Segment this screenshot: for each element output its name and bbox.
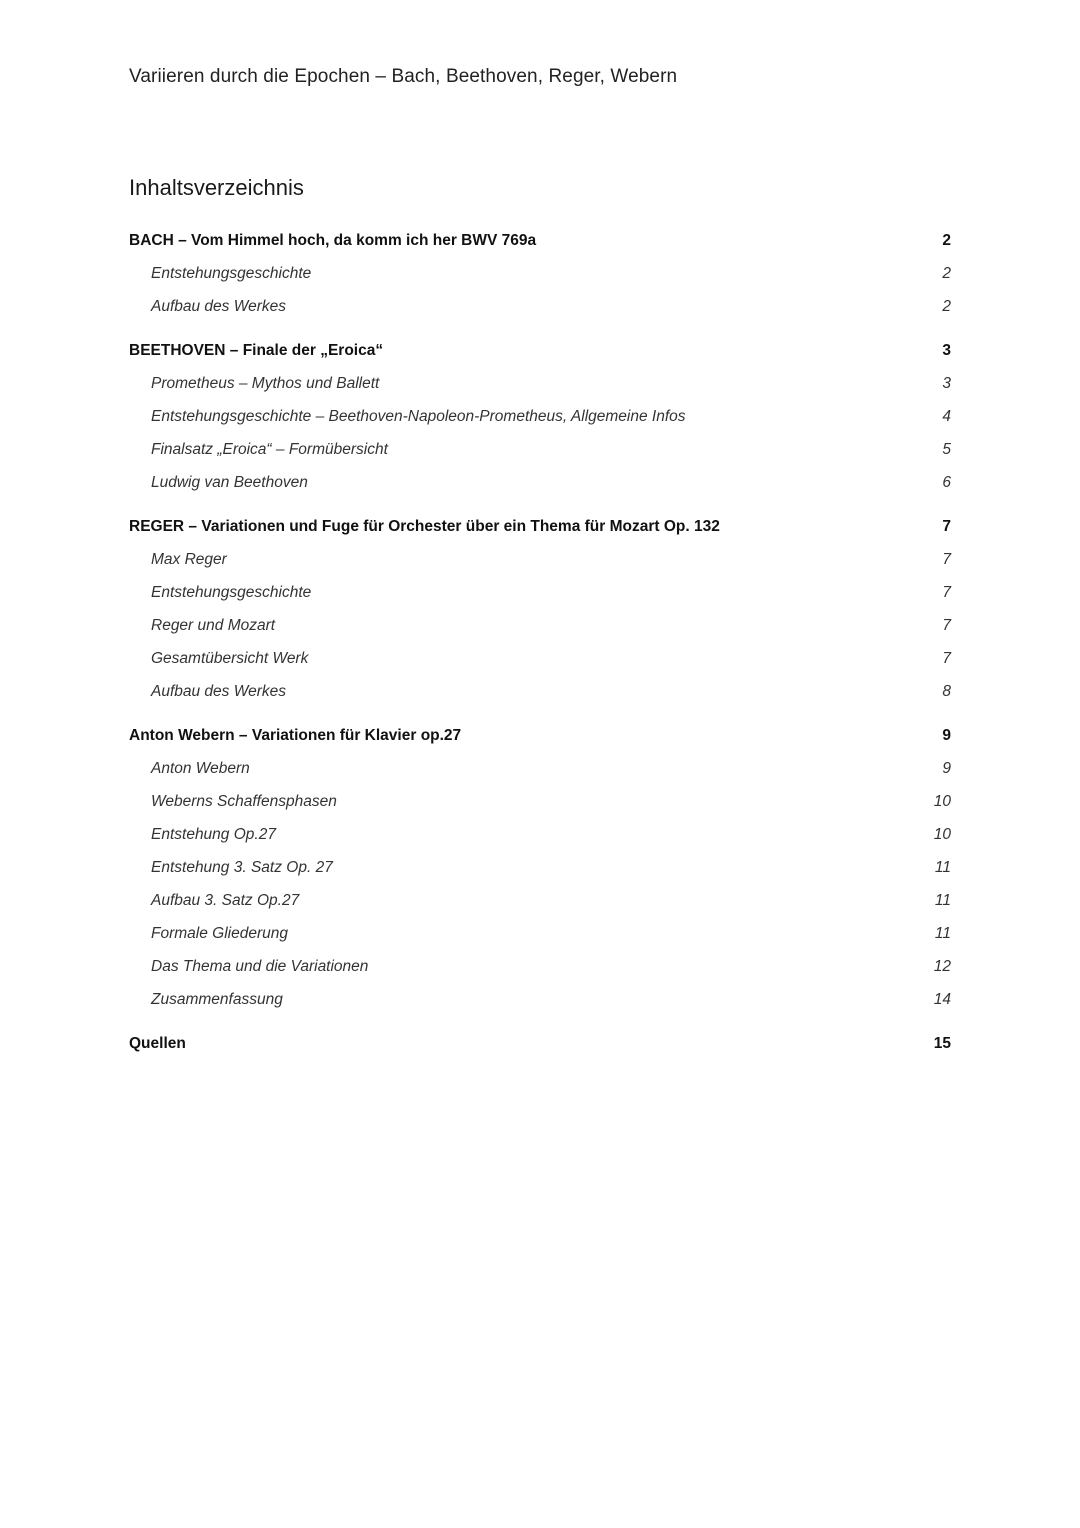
toc-section-quellen [129, 1031, 951, 1064]
toc-entry-page: 15 [933, 1035, 951, 1052]
toc-subentry-title: Entstehung 3. Satz Op. 27 [151, 859, 333, 876]
toc-section-bach [129, 228, 951, 327]
toc-subentry-page: 4 [942, 408, 951, 425]
toc-subentry-page: 11 [934, 925, 951, 942]
toc-subentry[interactable] [129, 580, 951, 613]
toc-entry[interactable] [129, 514, 951, 547]
toc-subentry-page: 7 [942, 551, 951, 568]
toc-entry[interactable] [129, 1031, 951, 1064]
toc-subentry-title: Ludwig van Beethoven [151, 474, 308, 491]
toc-section-reger [129, 514, 951, 712]
toc-subentry-page: 6 [942, 474, 951, 491]
toc-subentry-page: 2 [942, 298, 951, 315]
toc-subentry-title: Finalsatz „Eroica“ – Formübersicht [151, 441, 388, 458]
toc-entry-title: Quellen [129, 1035, 186, 1052]
toc-subentry-page: 3 [942, 375, 951, 392]
toc-subentry[interactable] [129, 855, 951, 888]
toc-entry-title: BACH – Vom Himmel hoch, da komm ich her BWV 769a [129, 232, 537, 249]
toc-subentry-title: Prometheus – Mythos und Ballett [151, 375, 380, 392]
toc-subentry[interactable] [129, 789, 951, 822]
toc-subentry[interactable] [129, 888, 951, 921]
toc-subentry-title: Das Thema und die Variationen [151, 958, 369, 975]
toc-subentry[interactable] [129, 547, 951, 580]
toc-subentry-title: Zusammenfassung [151, 991, 283, 1008]
toc-entry-title: REGER – Variationen und Fuge für Orchester über ein Thema für Mozart Op. 132 [129, 518, 720, 535]
toc-subentry-title: Entstehungsgeschichte [151, 265, 312, 282]
toc-subentry-title: Entstehung Op.27 [151, 826, 276, 843]
table-of-contents [129, 228, 951, 1075]
toc-subentry-page: 14 [933, 991, 951, 1008]
toc-subentry-page: 2 [942, 265, 951, 282]
toc-entry-page: 9 [942, 727, 951, 744]
toc-subentry-title: Entstehungsgeschichte [151, 584, 312, 601]
toc-subentry-title: Anton Webern [151, 760, 250, 777]
toc-subentry-title: Aufbau des Werkes [151, 298, 286, 315]
toc-subentry[interactable] [129, 954, 951, 987]
toc-subentry-page: 10 [933, 826, 951, 843]
toc-subentry-page: 10 [933, 793, 951, 810]
toc-subentry-page: 7 [942, 650, 951, 667]
toc-subentry[interactable] [129, 679, 951, 712]
toc-subentry-title: Entstehungsgeschichte – Beethoven-Napoleon-Prometheus, Allgemeine Infos [151, 408, 686, 425]
toc-subentry[interactable] [129, 613, 951, 646]
toc-subentry-title: Reger und Mozart [151, 617, 276, 634]
toc-subentry-page: 12 [933, 958, 951, 975]
toc-subentry-page: 9 [942, 760, 951, 777]
toc-subentry[interactable] [129, 404, 951, 437]
toc-entry[interactable] [129, 228, 951, 261]
toc-subentry-title: Weberns Schaffensphasen [151, 793, 337, 810]
toc-subentry[interactable] [129, 294, 951, 327]
toc-entry-page: 3 [942, 342, 951, 359]
toc-title: Inhaltsverzeichnis [129, 175, 304, 200]
toc-subentry-page: 5 [942, 441, 951, 458]
toc-entry-page: 2 [942, 232, 951, 249]
toc-subentry[interactable] [129, 822, 951, 855]
toc-subentry-title: Aufbau 3. Satz Op.27 [151, 892, 300, 909]
toc-subentry-page: 8 [942, 683, 951, 700]
toc-subentry[interactable] [129, 921, 951, 954]
toc-subentry[interactable] [129, 371, 951, 404]
toc-subentry-title: Aufbau des Werkes [151, 683, 286, 700]
toc-subentry-title: Formale Gliederung [151, 925, 288, 942]
toc-subentry[interactable] [129, 261, 951, 294]
toc-entry[interactable] [129, 338, 951, 371]
toc-entry-page: 7 [942, 518, 951, 535]
toc-entry[interactable] [129, 723, 951, 756]
toc-subentry-page: 11 [934, 892, 951, 909]
toc-subentry[interactable] [129, 646, 951, 679]
toc-subentry[interactable] [129, 437, 951, 470]
toc-subentry[interactable] [129, 756, 951, 789]
toc-entry-title: Anton Webern – Variationen für Klavier op.27 [129, 727, 462, 744]
toc-subentry-page: 11 [934, 859, 951, 876]
toc-subentry-page: 7 [942, 617, 951, 634]
toc-section-webern [129, 723, 951, 1020]
toc-subentry-page: 7 [942, 584, 951, 601]
toc-subentry[interactable] [129, 470, 951, 503]
toc-entry-title: BEETHOVEN – Finale der „Eroica“ [129, 342, 384, 359]
toc-section-beethoven [129, 338, 951, 503]
running-header: Variieren durch die Epochen – Bach, Beethoven, Reger, Webern [129, 66, 678, 87]
toc-subentry-title: Max Reger [151, 551, 227, 568]
toc-subentry[interactable] [129, 987, 951, 1020]
toc-subentry-title: Gesamtübersicht Werk [151, 650, 309, 667]
